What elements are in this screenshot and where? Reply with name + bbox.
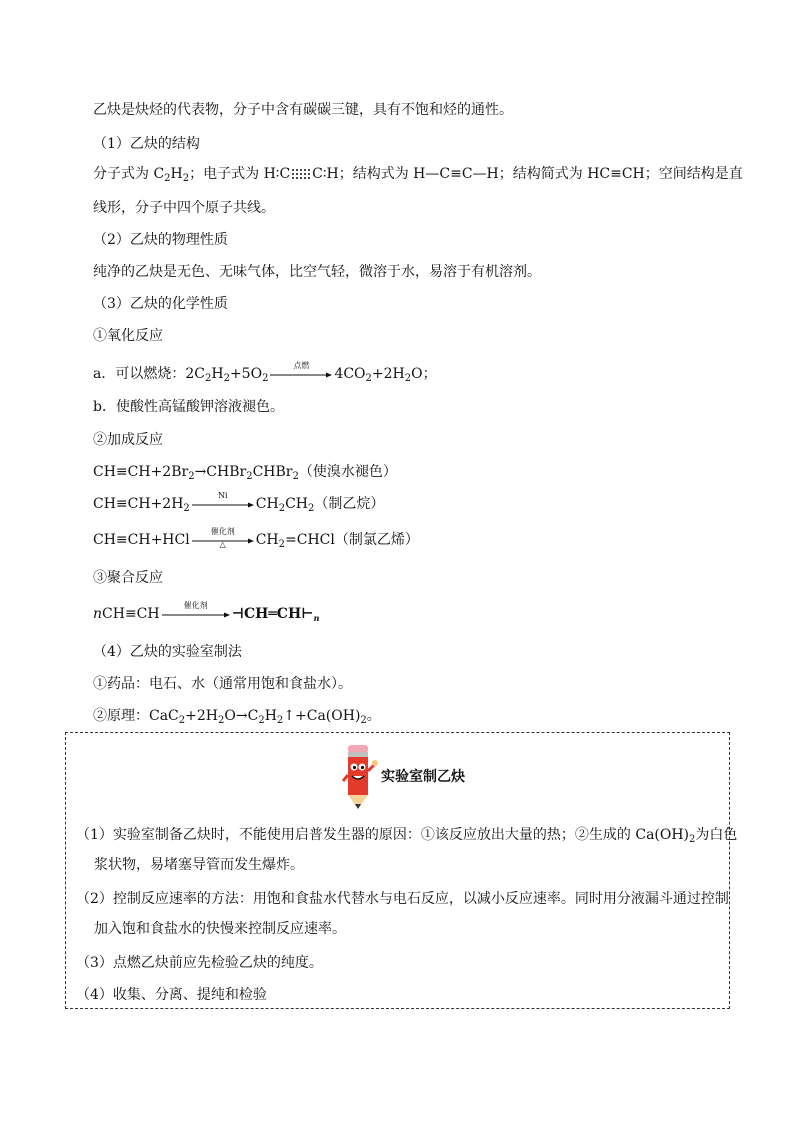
heading-lab-prep: （4）乙炔的实验室制法 xyxy=(93,644,242,660)
structure-line-1: 分子式为 $C_2H_2$；电子式为 H∶C C∶H；结构式为 H—C≡C—H；结构简式为 HC≡CH；空间结构是直 xyxy=(93,166,743,184)
principle-line: ②原理：$CaC_2+2H_2O\to C_2H_2↑+Ca(OH)_2$。 xyxy=(93,708,381,726)
note-2-line-1: （2）控制反应速率的方法：用饱和食盐水代替水与电石反应，以减小反应速率。同时用分液漏斗通过控制 xyxy=(76,891,729,907)
pencil-mascot-icon xyxy=(338,741,378,813)
reagents-line: ①药品：电石、水（通常用饱和食盐水）。 xyxy=(93,676,352,692)
bromine-equation: $CH\equiv CH+2Br_2\to CHBr_2CHBr_2$（使溴水褪色） xyxy=(93,464,397,482)
box-title: 实验室制乙炔 xyxy=(381,769,465,785)
electron-dots-triple xyxy=(290,167,312,181)
subheading-polymerization: ③聚合反应 xyxy=(93,570,163,586)
subheading-addition: ②加成反应 xyxy=(93,432,163,448)
physical-paragraph: 纯净的乙炔是无色、无味气体，比空气轻，微溶于水，易溶于有机溶剂。 xyxy=(93,264,541,280)
hcl-equation: CH≡CH+HCl 催化剂 △ $CH_2=CHCl$（制氯乙烯） xyxy=(93,527,419,550)
reaction-arrow: 点燃 xyxy=(270,364,332,384)
heading-structure: （1）乙炔的结构 xyxy=(93,136,200,152)
polymer-product: $⊣CH═CH⊢_n$ xyxy=(231,606,320,623)
combustion-equation: a．可以燃烧：$2C_2H_2+5O_2$ 点燃 $4CO_2+2H_2O$； xyxy=(93,361,437,384)
intro-paragraph: 乙炔是炔烃的代表物，分子中含有碳碳三键，具有不饱和烃的通性。 xyxy=(93,102,513,118)
subheading-oxidation: ①氧化反应 xyxy=(93,328,163,344)
reaction-arrow: 催化剂 xyxy=(162,604,230,624)
kmno4-line: b．使酸性高锰酸钾溶液褪色。 xyxy=(93,399,284,415)
structure-line-2: 线形，分子中四个原子共线。 xyxy=(93,200,275,216)
note-1-line-1: （1）实验室制备乙炔时，不能使用启普发生器的原因：①该反应放出大量的热；②生成的 $Ca(OH)_2$为白色 xyxy=(76,827,738,845)
note-4: （4）收集、分离、提纯和检验 xyxy=(76,987,267,1003)
heading-chemical: （3）乙炔的化学性质 xyxy=(93,296,228,312)
lab-notes-box xyxy=(65,732,738,1009)
reaction-arrow: Ni xyxy=(192,494,254,514)
note-3: （3）点燃乙炔前应先检验乙炔的纯度。 xyxy=(76,955,323,971)
note-1-line-2: 浆状物，易堵塞导管而发生爆炸。 xyxy=(94,857,304,873)
heading-physical: （2）乙炔的物理性质 xyxy=(93,232,228,248)
polymerization-equation: nCH≡CH 催化剂 $⊣CH═CH⊢_n$ xyxy=(93,604,319,628)
hydrogenation-equation: $CH\equiv CH+2H_2$ Ni $CH_2CH_2$（制乙烷） xyxy=(93,491,385,514)
reaction-arrow: 催化剂 △ xyxy=(192,530,254,550)
note-2-line-2: 加入饱和食盐水的快慢来控制反应速率。 xyxy=(94,921,346,937)
